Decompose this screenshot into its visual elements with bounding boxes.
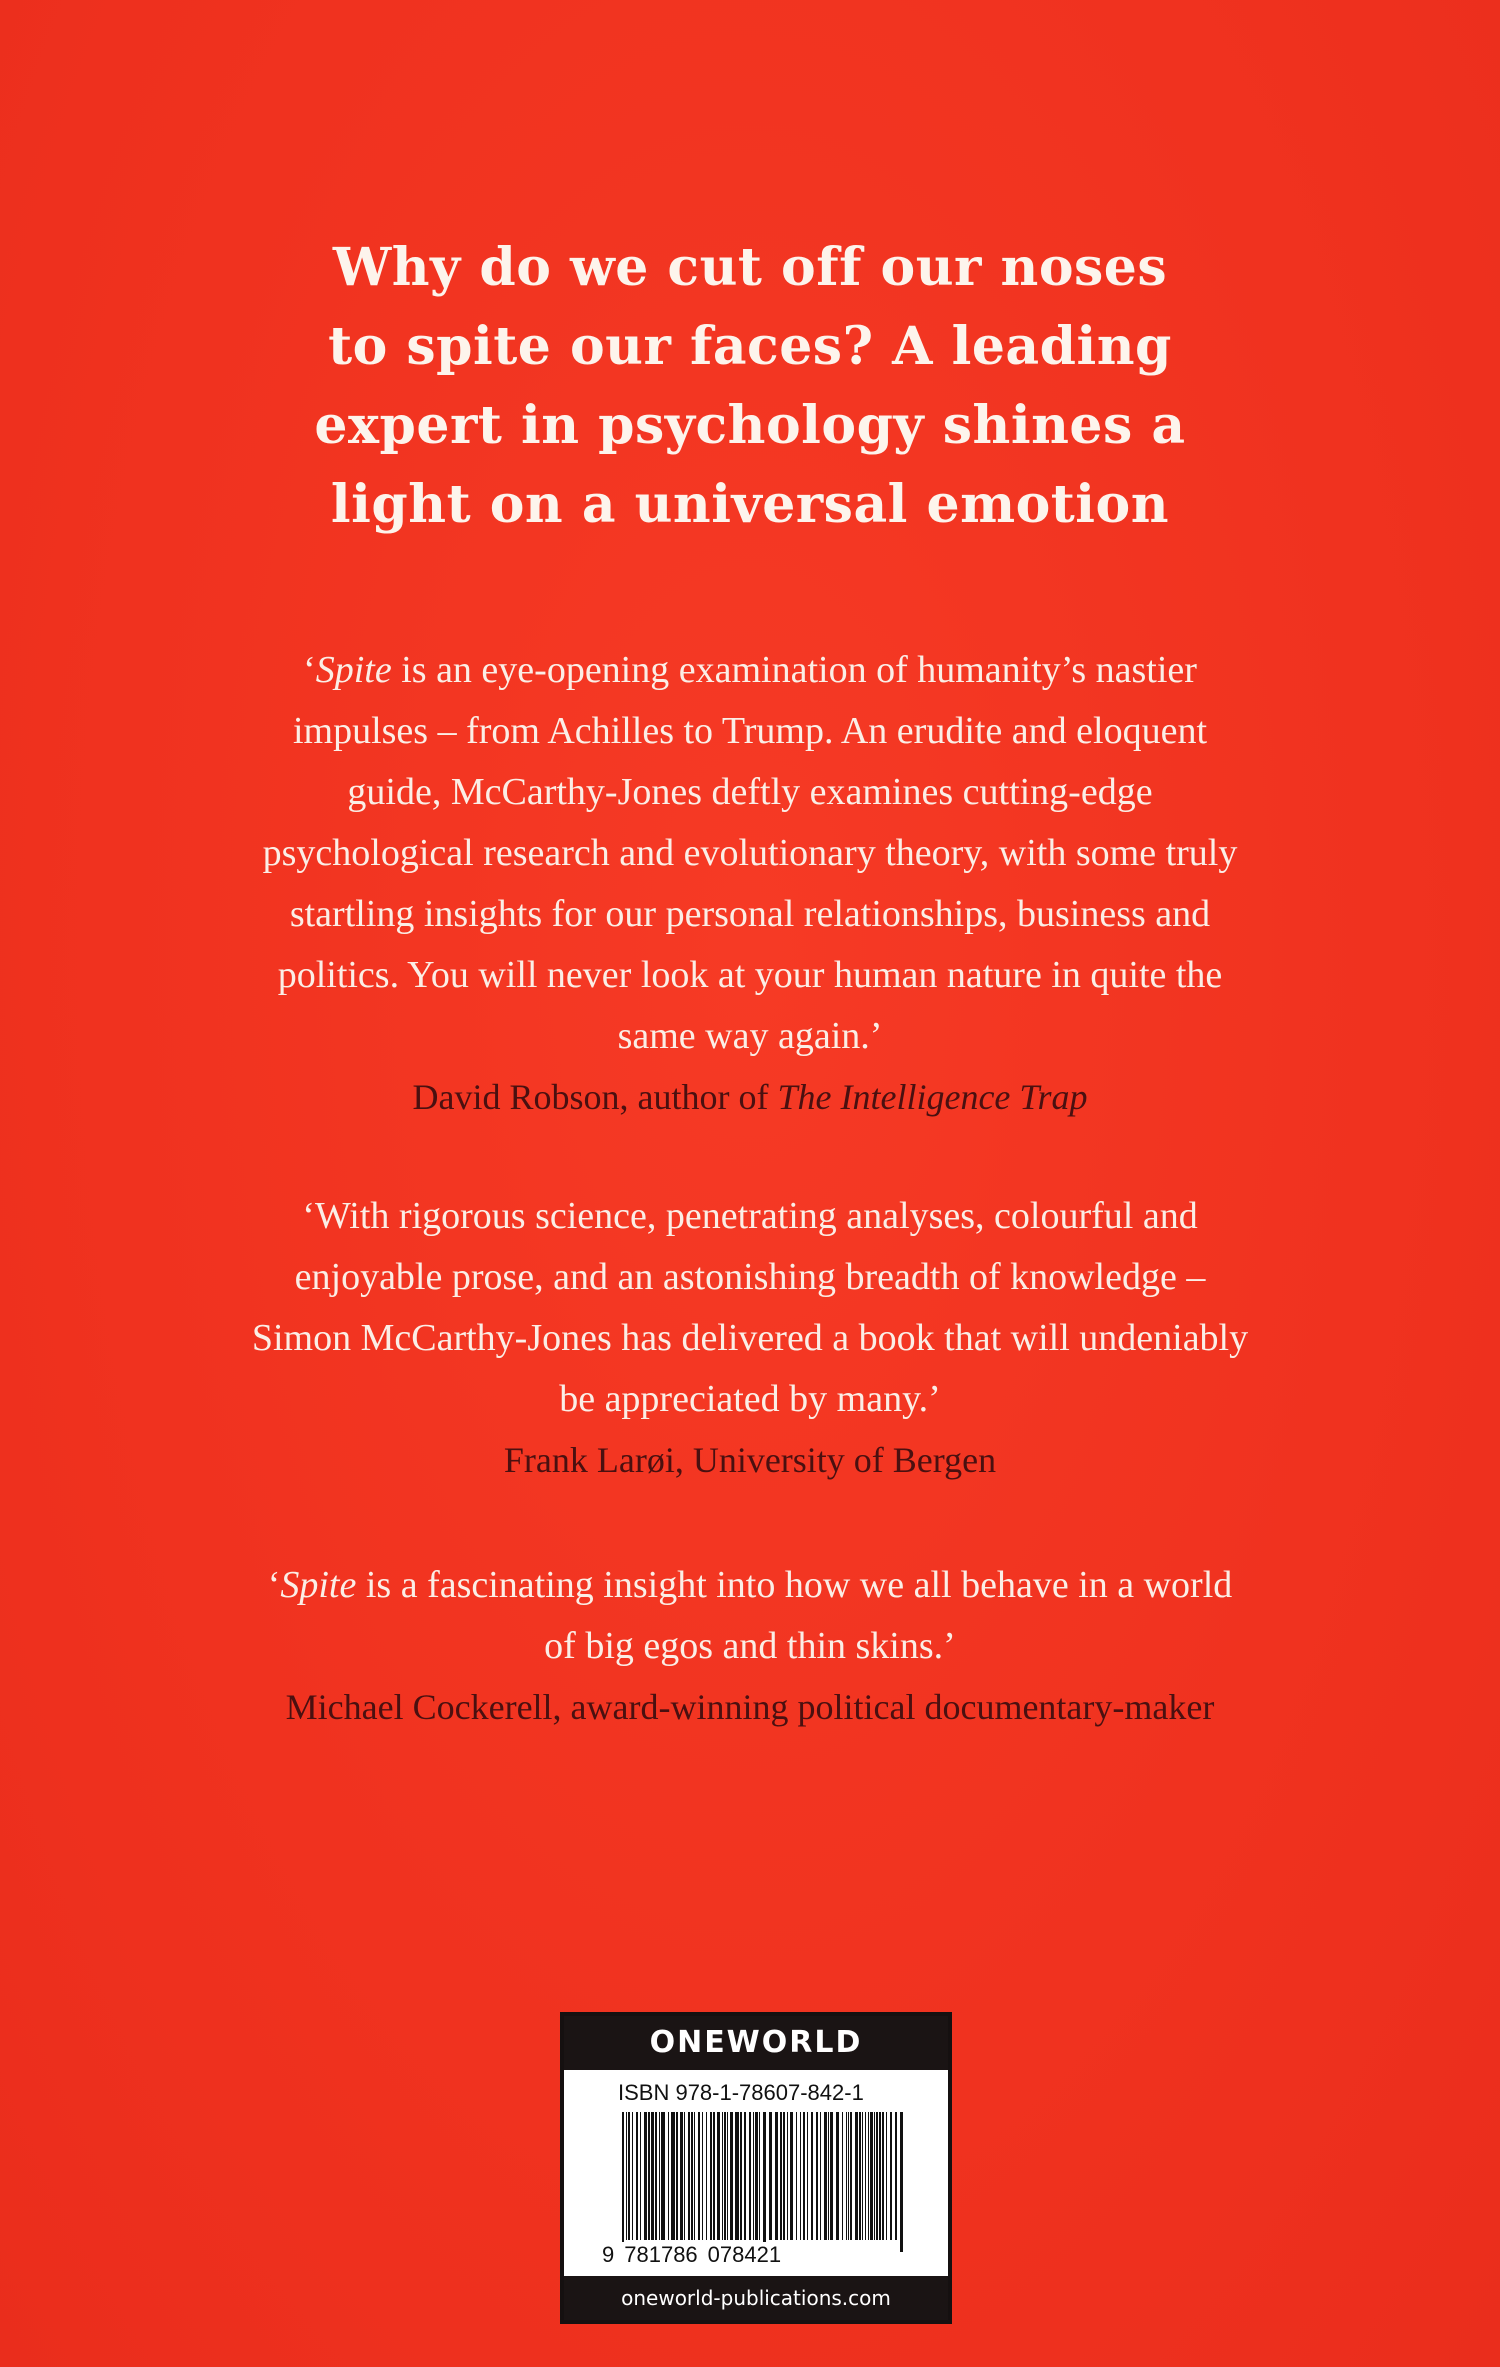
barcode-bar xyxy=(879,2112,881,2240)
blurb-attribution: Michael Cockerell, award-winning political documentary-maker xyxy=(285,1687,1215,1727)
barcode-bar xyxy=(780,2112,782,2240)
barcode-bar xyxy=(680,2112,683,2240)
barcode-bar xyxy=(763,2112,766,2252)
tagline-line: to spite our faces? A leading xyxy=(328,316,1172,377)
barcode-bar xyxy=(706,2112,707,2240)
barcode-bar xyxy=(830,2112,833,2240)
blurb-line: same way again.’ xyxy=(617,1015,883,1057)
barcode-bar xyxy=(655,2112,657,2240)
isbn-barcode-panel xyxy=(560,2012,952,2324)
blurb-line: Simon McCarthy-Jones has delivered a book that will undeniably xyxy=(251,1317,1249,1359)
attribution-name: David Robson, author of xyxy=(412,1077,769,1117)
blurb-line: guide, McCarthy-Jones deftly examines cutting-edge xyxy=(347,771,1153,813)
blurb-line: ‘With rigorous science, penetrating analyses, colourful and xyxy=(302,1195,1198,1237)
barcode-bar xyxy=(859,2112,861,2240)
book-title: Spite xyxy=(315,649,392,691)
barcode-bar xyxy=(722,2112,723,2240)
barcode-digit-group: 781786 xyxy=(624,2242,698,2267)
blurb-line: be appreciated by many.’ xyxy=(559,1378,941,1420)
barcode-bar xyxy=(876,2112,878,2240)
barcode-bar xyxy=(855,2112,858,2240)
barcode-bar xyxy=(724,2112,726,2240)
barcode-bar xyxy=(895,2112,897,2240)
barcode-bar xyxy=(803,2112,805,2240)
barcode-bar xyxy=(800,2112,801,2240)
blurb-line xyxy=(150,640,1350,701)
barcode-bar xyxy=(807,2112,808,2240)
barcode-bar xyxy=(816,2112,818,2240)
barcode-bar xyxy=(828,2112,829,2240)
barcode-digit-group: 9 xyxy=(602,2242,615,2267)
barcode-bar xyxy=(836,2112,839,2240)
barcode-bar xyxy=(644,2112,647,2240)
blurb-attribution xyxy=(150,1067,1350,1128)
barcode-bar xyxy=(671,2112,675,2240)
blurb-cockerell xyxy=(150,1555,1350,1738)
barcode-bar xyxy=(659,2112,660,2240)
barcode-image xyxy=(618,2112,908,2252)
barcode-bar xyxy=(717,2112,720,2240)
barcode-bar xyxy=(820,2112,821,2240)
barcode-bar xyxy=(636,2112,638,2240)
barcode-bar xyxy=(688,2112,690,2240)
blurb-text: is a fascinating insight into how we all behave in a world xyxy=(365,1564,1233,1606)
barcode-bar xyxy=(744,2112,746,2240)
blurb-line: enjoyable prose, and an astonishing breadth of knowledge – xyxy=(294,1256,1206,1298)
publisher-logo: ONEWORLD xyxy=(564,2016,948,2070)
barcode-bar xyxy=(842,2112,843,2240)
barcode-bar xyxy=(846,2112,847,2240)
barcode-bar xyxy=(668,2112,669,2240)
barcode-bar xyxy=(727,2112,728,2240)
barcode-bar xyxy=(753,2112,754,2240)
blurb-line: startling insights for our personal relationships, business and xyxy=(289,893,1211,935)
barcode-bar xyxy=(790,2112,793,2240)
barcode-bar xyxy=(651,2112,654,2240)
barcode-bar xyxy=(626,2112,627,2240)
publisher-website: oneworld-publications.com xyxy=(564,2276,948,2320)
barcode-bar xyxy=(900,2112,903,2252)
barcode-bar xyxy=(811,2112,813,2240)
barcode-bar xyxy=(882,2112,884,2240)
barcode-bar xyxy=(740,2112,742,2240)
barcode-bar xyxy=(787,2112,788,2240)
barcode-bar xyxy=(886,2112,887,2240)
barcode-bar xyxy=(874,2112,875,2240)
open-quote-mark: ‘ xyxy=(267,1564,281,1606)
blurb-line xyxy=(150,1555,1350,1616)
barcode-bar xyxy=(862,2112,863,2240)
blurb-line: of big egos and thin skins.’ xyxy=(544,1625,956,1667)
barcode-bar xyxy=(890,2112,892,2240)
barcode-bar xyxy=(775,2112,778,2240)
barcode-bar xyxy=(628,2112,630,2240)
tagline-line: Why do we cut off our noses xyxy=(332,237,1168,298)
isbn-text: ISBN 978-1-78607-842-1 xyxy=(618,2080,864,2105)
barcode-bar xyxy=(868,2112,869,2240)
blurb-text: is an eye-opening examination of humanity’s nastier xyxy=(401,649,1197,691)
barcode-bar xyxy=(632,2112,633,2240)
open-quote-mark: ‘ xyxy=(303,649,316,691)
barcode-bar xyxy=(691,2112,693,2240)
barcode-bar xyxy=(702,2112,703,2240)
barcode-bar xyxy=(713,2112,715,2240)
blurb-robson xyxy=(150,640,1350,1128)
barcode-bar xyxy=(730,2112,733,2240)
barcode-bar xyxy=(865,2112,866,2240)
tagline-line: expert in psychology shines a xyxy=(314,395,1186,456)
barcode-bar xyxy=(824,2112,827,2240)
book-title: Spite xyxy=(280,1564,357,1606)
barcode-bar xyxy=(769,2112,772,2240)
barcode-digit-group: 078421 xyxy=(707,2242,782,2267)
blurb-laroi xyxy=(150,1186,1350,1491)
barcode-digits xyxy=(602,2242,791,2268)
barcode-bar xyxy=(755,2112,758,2240)
barcode-bar xyxy=(735,2112,739,2240)
barcode-bar xyxy=(684,2112,685,2240)
barcode-bar xyxy=(848,2112,849,2240)
barcode-bar xyxy=(870,2112,873,2240)
attribution-work: The Intelligence Trap xyxy=(777,1077,1088,1117)
barcode-bar xyxy=(698,2112,700,2240)
barcode-bar xyxy=(759,2112,760,2240)
barcode-bar xyxy=(676,2112,678,2240)
barcode-bar xyxy=(661,2112,665,2240)
tagline-line: light on a universal emotion xyxy=(330,474,1170,535)
blurb-attribution: Frank Larøi, University of Bergen xyxy=(503,1440,997,1480)
barcode-bar xyxy=(640,2112,641,2240)
blurb-line: politics. You will never look at your human nature in quite the xyxy=(277,954,1223,996)
tagline xyxy=(200,228,1300,544)
blurb-line: psychological research and evolutionary theory, with some truly xyxy=(262,832,1238,874)
barcode-bar xyxy=(850,2112,852,2240)
barcode-bar xyxy=(710,2112,712,2240)
blurb-line: impulses – from Achilles to Trump. An erudite and eloquent xyxy=(292,710,1208,752)
barcode-bar xyxy=(622,2112,624,2252)
barcode-bar xyxy=(749,2112,751,2240)
barcode-bar xyxy=(694,2112,695,2240)
barcode-bar xyxy=(783,2112,785,2240)
barcode-bar xyxy=(648,2112,650,2240)
barcode-bar xyxy=(796,2112,797,2240)
